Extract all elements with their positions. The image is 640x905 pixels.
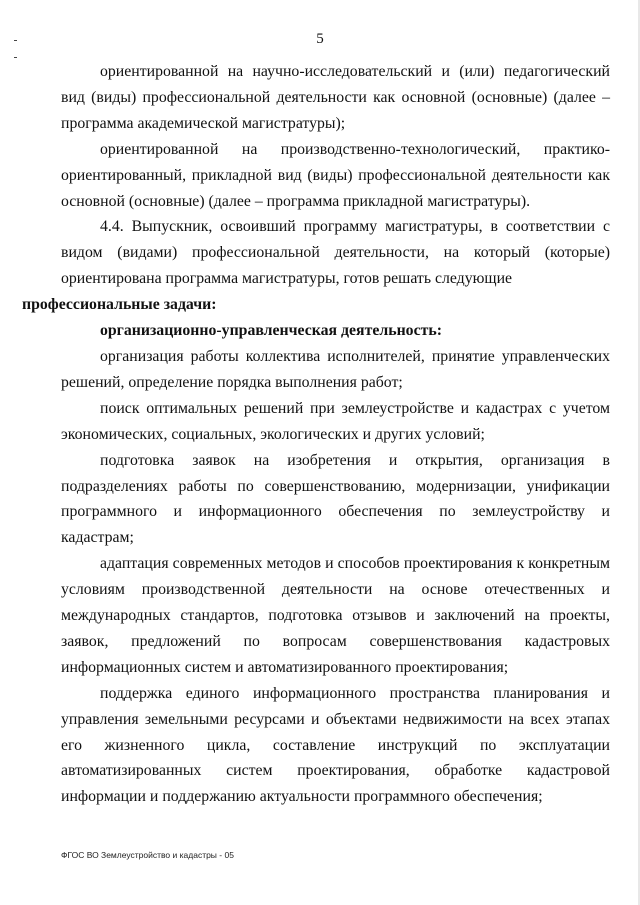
scan-mark bbox=[14, 40, 17, 41]
paragraph-applied-master: ориентированной на производственно-технологический, практико-ориентированный, прикладной вид (виды) профессиональной деятельности как основной (основные) (далее – программа прикладной магистратуры). bbox=[61, 140, 610, 210]
document-body bbox=[22, 59, 610, 810]
scan-mark bbox=[14, 57, 17, 58]
section-heading: организационно-управленческая деятельность: bbox=[100, 322, 442, 340]
list-item: поддержка единого информационного пространства планирования и управления земельными ресурсами и объектами недвижимости на всех этапах его жизненного цикла, составление инструкций по эксплуатации автоматизированных систем проектирования, обработке кадастровой информации и поддержанию актуальности программного обеспечения; bbox=[61, 684, 610, 806]
list-item: поиск оптимальных решений при землеустройстве и кадастрах с учетом экономических, социальных, экологических и других условий; bbox=[61, 399, 610, 443]
page-number: 5 bbox=[316, 31, 324, 47]
paragraph-graduate-tasks-text: 4.4. Выпускник, освоивший программу магистратуры, в соответствии с видом (видами) профессиональной деятельности, на который (которые) ориентирована программа магистратуры, готов решать следующие bbox=[61, 218, 610, 288]
list-item: организация работы коллектива исполнителей, принятие управленческих решений, определение порядка выполнения работ; bbox=[61, 347, 610, 391]
paragraph-graduate-tasks bbox=[22, 214, 610, 318]
list-item: адаптация современных методов и способов проектирования к конкретным условиям производственной деятельности на основе отечественных и международных стандартов, подготовка отзывов и заключений на проекты, заявок, предложений по вопросам совершенствования кадастровых информационных систем и автоматизированного проектирования; bbox=[61, 555, 610, 676]
footer-document-code: ФГОС ВО Землеустройство и кадастры - 05 bbox=[61, 850, 234, 860]
list-item: подготовка заявок на изобретения и открытия, организация в подразделениях работы по совершенствованию, модернизации, унификации программного и информационного обеспечения по землеустройству и кадастрам; bbox=[61, 451, 610, 547]
professional-tasks-label: профессиональные задачи: bbox=[22, 296, 217, 314]
paragraph-academic-master: ориентированной на научно-исследовательский и (или) педагогический вид (виды) профессиональной деятельности как основной (основные) (далее – программа академической магистратуры); bbox=[61, 63, 610, 132]
